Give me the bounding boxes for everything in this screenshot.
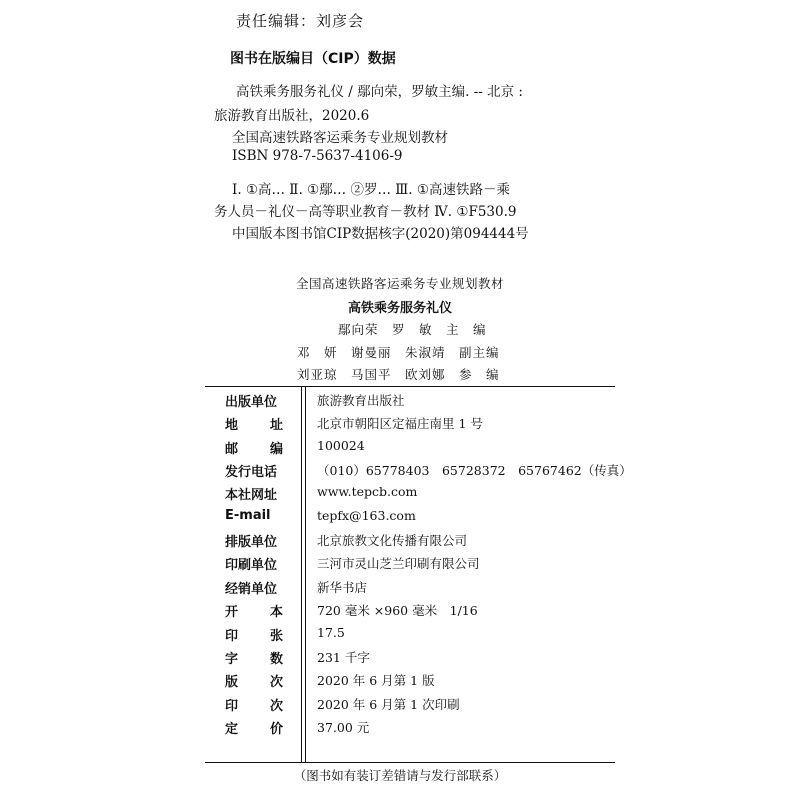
info-value: 17.5 <box>317 624 345 640</box>
info-row <box>205 531 615 555</box>
info-label: 出版单位 <box>225 395 278 410</box>
cip-line: ISBN 978-7-5637-4106-9 <box>232 148 403 164</box>
info-label: 定 价 <box>225 721 283 737</box>
info-label: 印 张 <box>225 628 283 644</box>
info-row <box>205 438 615 462</box>
info-value: 2020 年 6 月第 1 次印刷 <box>317 696 460 712</box>
cip-line: Ⅰ. ①高… Ⅱ. ①鄢… ②罗… Ⅲ. ①高速铁路－乘 <box>232 182 510 198</box>
info-row <box>205 484 615 508</box>
info-row <box>205 695 615 719</box>
cip-line: 中国版本图书馆CIP数据核字(2020)第094444号 <box>232 226 529 242</box>
info-row <box>205 554 615 578</box>
info-value: www.tepcb.com <box>317 484 418 500</box>
info-row <box>205 461 632 485</box>
info-row <box>205 718 615 742</box>
info-row <box>205 414 615 438</box>
info-value: 100024 <box>317 437 365 453</box>
info-label: 发行电话 <box>225 465 278 481</box>
info-value: tepfx@163.com <box>317 507 416 523</box>
info-row <box>205 508 615 532</box>
info-value: 北京旅教文化传播有限公司 <box>317 533 468 549</box>
author-line: 刘亚琼 马国平 欧刘娜 参 编 <box>297 367 500 382</box>
cip-line: 务人员－礼仪－高等职业教育－教材 Ⅳ. ①F530.9 <box>214 204 517 220</box>
series-name: 全国高速铁路客运乘务专业规划教材 <box>295 276 504 291</box>
info-label: 开 本 <box>225 605 283 621</box>
info-label: 印刷单位 <box>225 558 278 574</box>
author-line: 鄢向荣 罗 敏 主 编 <box>338 322 487 337</box>
info-value: 720 毫米 ×960 毫米 1/16 <box>317 603 478 619</box>
info-label: 邮 编 <box>225 441 283 457</box>
info-label: 地 址 <box>225 418 283 434</box>
table-bottom-rule <box>205 762 615 763</box>
info-label: E-mail <box>225 507 271 523</box>
info-label: 本社网址 <box>225 488 278 504</box>
table-top-rule <box>205 386 615 387</box>
info-value: 旅游教育出版社 <box>317 393 405 408</box>
info-row <box>205 671 615 695</box>
info-value: 北京市朝阳区定福庄南里 1 号 <box>317 416 483 432</box>
footer-note: （图书如有装订差错请与发行部联系） <box>293 768 507 783</box>
info-row <box>205 648 615 672</box>
info-value: 2020 年 6 月第 1 版 <box>317 673 435 689</box>
info-value: 37.00 元 <box>317 719 370 735</box>
book-title: 高铁乘务服务礼仪 <box>347 301 452 316</box>
cip-title: 图书在版编目（CIP）数据 <box>230 51 396 67</box>
info-label: 经销单位 <box>225 581 278 597</box>
cip-line: 高铁乘务服务礼仪 / 鄢向荣，罗敏主编. -- 北京 : <box>236 84 523 100</box>
info-row <box>205 625 615 649</box>
info-label: 版 次 <box>225 675 283 691</box>
info-row <box>205 391 615 415</box>
info-row <box>205 578 615 602</box>
info-label: 印 次 <box>225 698 283 714</box>
info-label: 字 数 <box>225 651 283 667</box>
info-value: 新华书店 <box>317 579 368 595</box>
editor-line: 责任编辑：刘彦会 <box>236 12 365 30</box>
info-label: 排版单位 <box>225 535 278 551</box>
info-row <box>205 601 615 625</box>
info-value: 三河市灵山芝兰印刷有限公司 <box>317 556 480 572</box>
info-value: （010）65778403 65728372 65767462（传真） <box>317 463 632 479</box>
cip-line: 旅游教育出版社，2020.6 <box>214 108 370 124</box>
cip-line: 全国高速铁路客运乘务专业规划教材 <box>232 130 448 146</box>
info-value: 231 千字 <box>317 649 370 665</box>
author-line: 邓 妍 谢曼丽 朱淑靖 副主编 <box>297 345 500 360</box>
